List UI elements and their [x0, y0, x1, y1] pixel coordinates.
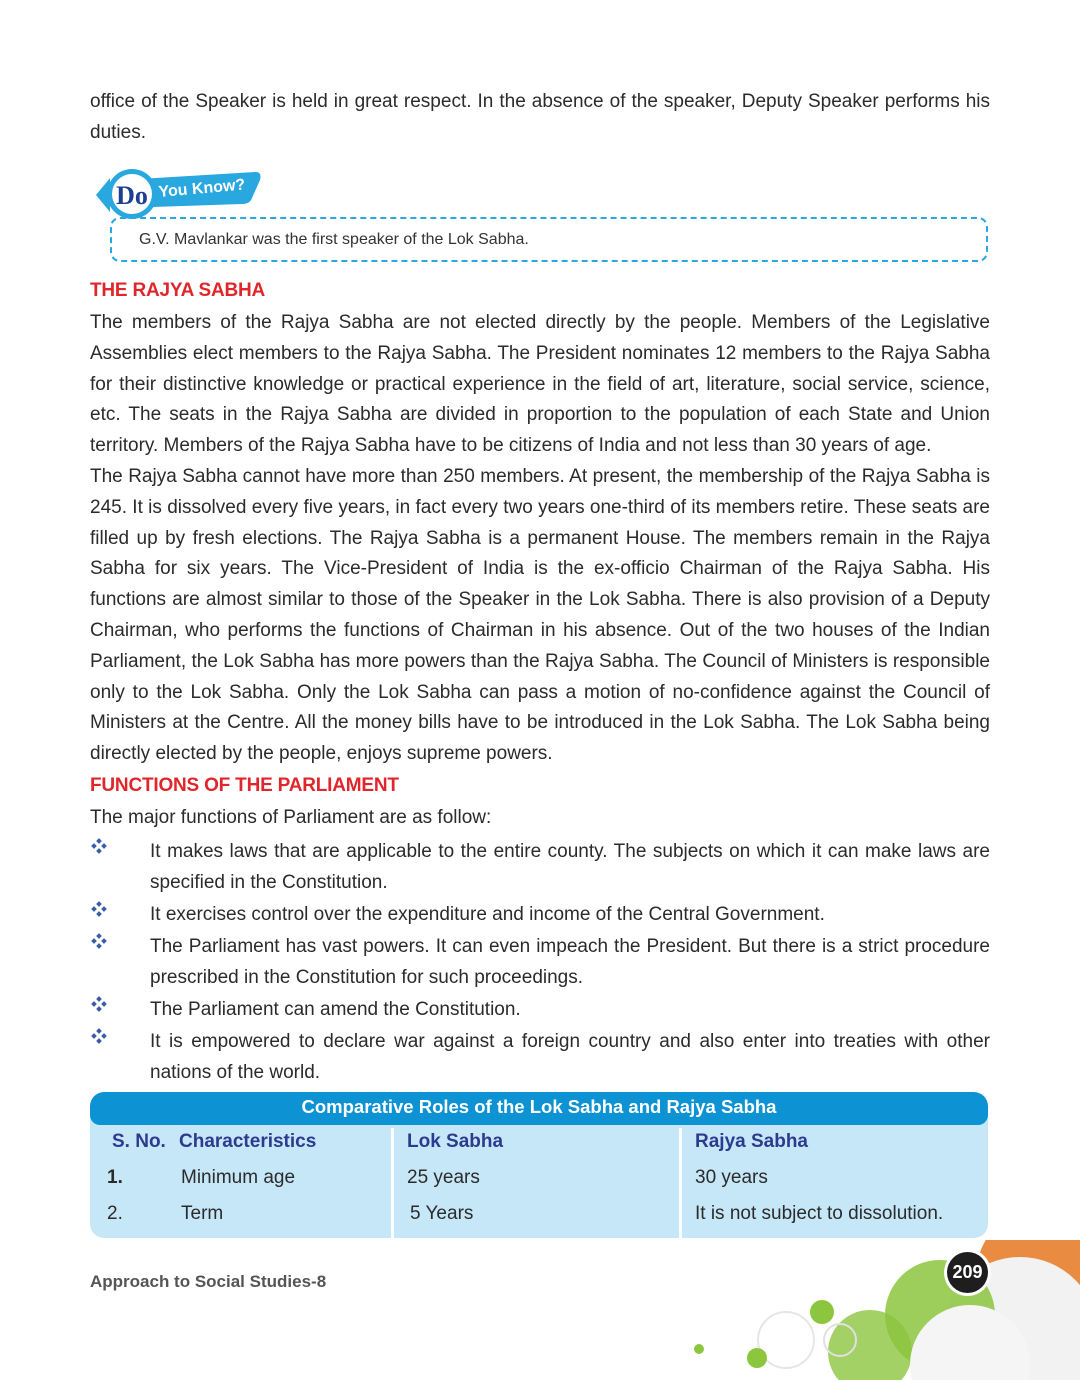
list-item: [90, 900, 990, 931]
rajya-sabha-heading: THE RAJYA SABHA: [90, 280, 266, 301]
decorative-circles: [690, 1240, 1080, 1380]
rajya-sabha-paragraph-1: The members of the Rajya Sabha are not elected directly by the people. Members of the Legislative Assemblies elect members to the Rajya Sabha. The President nominates 12 members to the Rajya Sabha for their distinctive knowledge or practical experience in the field of art, literature, social service, science, etc. The seats in the Rajya Sabha are divided in proportion to the population of each State and Union territory. Members of the Rajya Sabha have to be citizens of India and not less than 30 years of age.: [90, 312, 990, 457]
list-item-text: It exercises control over the expenditure and income of the Central Government.: [150, 903, 825, 925]
intro-paragraph: office of the Speaker is held in great respect. In the absence of the speaker, Deputy Speaker performs his duties.: [90, 91, 990, 143]
footer-book-title: Approach to Social Studies-8: [90, 1272, 327, 1291]
do-you-know-box: [110, 217, 988, 262]
list-item-text: The Parliament has vast powers. It can even impeach the President. But there is a strict procedure prescribed in the Constitution for such proceedings.: [150, 936, 990, 988]
diamond-bullet-icon: [90, 901, 108, 919]
table-title: Comparative Roles of the Lok Sabha and Rajya Sabha: [90, 1092, 988, 1125]
row-2-characteristic: Term: [181, 1203, 224, 1224]
header-rajya-sabha: Rajya Sabha: [695, 1131, 808, 1152]
row-1-characteristic: Minimum age: [181, 1167, 296, 1188]
list-item-text: It makes laws that are applicable to the entire county. The subjects on which it can make laws are specified in the Constitution.: [150, 841, 990, 893]
diamond-bullet-icon: [90, 933, 108, 951]
functions-list: [90, 837, 990, 1090]
functions-intro: The major functions of Parliament are as follow:: [90, 807, 492, 828]
row-2-sno: 2.: [107, 1203, 123, 1224]
list-item: [90, 932, 990, 994]
do-you-know-fact: G.V. Mavlankar was the first speaker of the Lok Sabha.: [139, 231, 529, 248]
comparison-table: [90, 1092, 988, 1238]
row-2-lok-sabha: 5 Years: [410, 1203, 474, 1224]
row-2-rajya-sabha: It is not subject to dissolution.: [695, 1203, 944, 1224]
page-number: 209: [947, 1252, 988, 1293]
column-divider: [679, 1128, 682, 1238]
header-characteristics: Characteristics: [179, 1131, 317, 1152]
header-sno: S. No.: [112, 1131, 166, 1152]
functions-heading: FUNCTIONS OF THE PARLIAMENT: [90, 775, 399, 796]
list-item-text: The Parliament can amend the Constitution.: [150, 999, 521, 1021]
badge-do-text: Do: [116, 181, 148, 210]
diamond-bullet-icon: [90, 838, 108, 856]
diamond-bullet-icon: [90, 996, 108, 1014]
column-divider: [391, 1128, 394, 1238]
diamond-bullet-icon: [90, 1028, 108, 1046]
row-1-rajya-sabha: 30 years: [695, 1167, 768, 1188]
list-item: [90, 995, 990, 1026]
list-item: [90, 837, 990, 899]
list-item: [90, 1027, 990, 1089]
do-you-know-badge: [92, 166, 264, 224]
row-1-lok-sabha: 25 years: [407, 1167, 480, 1188]
row-1-sno: 1.: [107, 1167, 123, 1188]
rajya-sabha-paragraph-2: The Rajya Sabha cannot have more than 250 members. At present, the membership of the Rajya Sabha is 245. It is dissolved every five years, in fact every two years one-third of its members retire. These seats are filled up by fresh elections. The Rajya Sabha is a permanent House. The members remain in the Rajya Sabha for six years. The Vice-President of India is the ex-officio Chairman of the Rajya Sabha. His functions are almost similar to those of the Speaker in the Lok Sabha. There is also provision of a Deputy Chairman, who performs the functions of Chairman in his absence. Out of the two houses of the Indian Parliament, the Lok Sabha has more powers than the Rajya Sabha. The Council of Ministers is responsible only to the Lok Sabha. Only the Lok Sabha can pass a motion of no-confidence against the Council of Ministers at the Centre. All the money bills have to be introduced in the Lok Sabha. The Lok Sabha being directly elected by the people, enjoys supreme powers.: [90, 466, 990, 765]
header-lok-sabha: Lok Sabha: [407, 1131, 504, 1152]
list-item-text: It is empowered to declare war against a foreign country and also enter into treaties with other nations of the world.: [150, 1031, 990, 1084]
badge-you-know-text: You Know?: [157, 176, 246, 201]
